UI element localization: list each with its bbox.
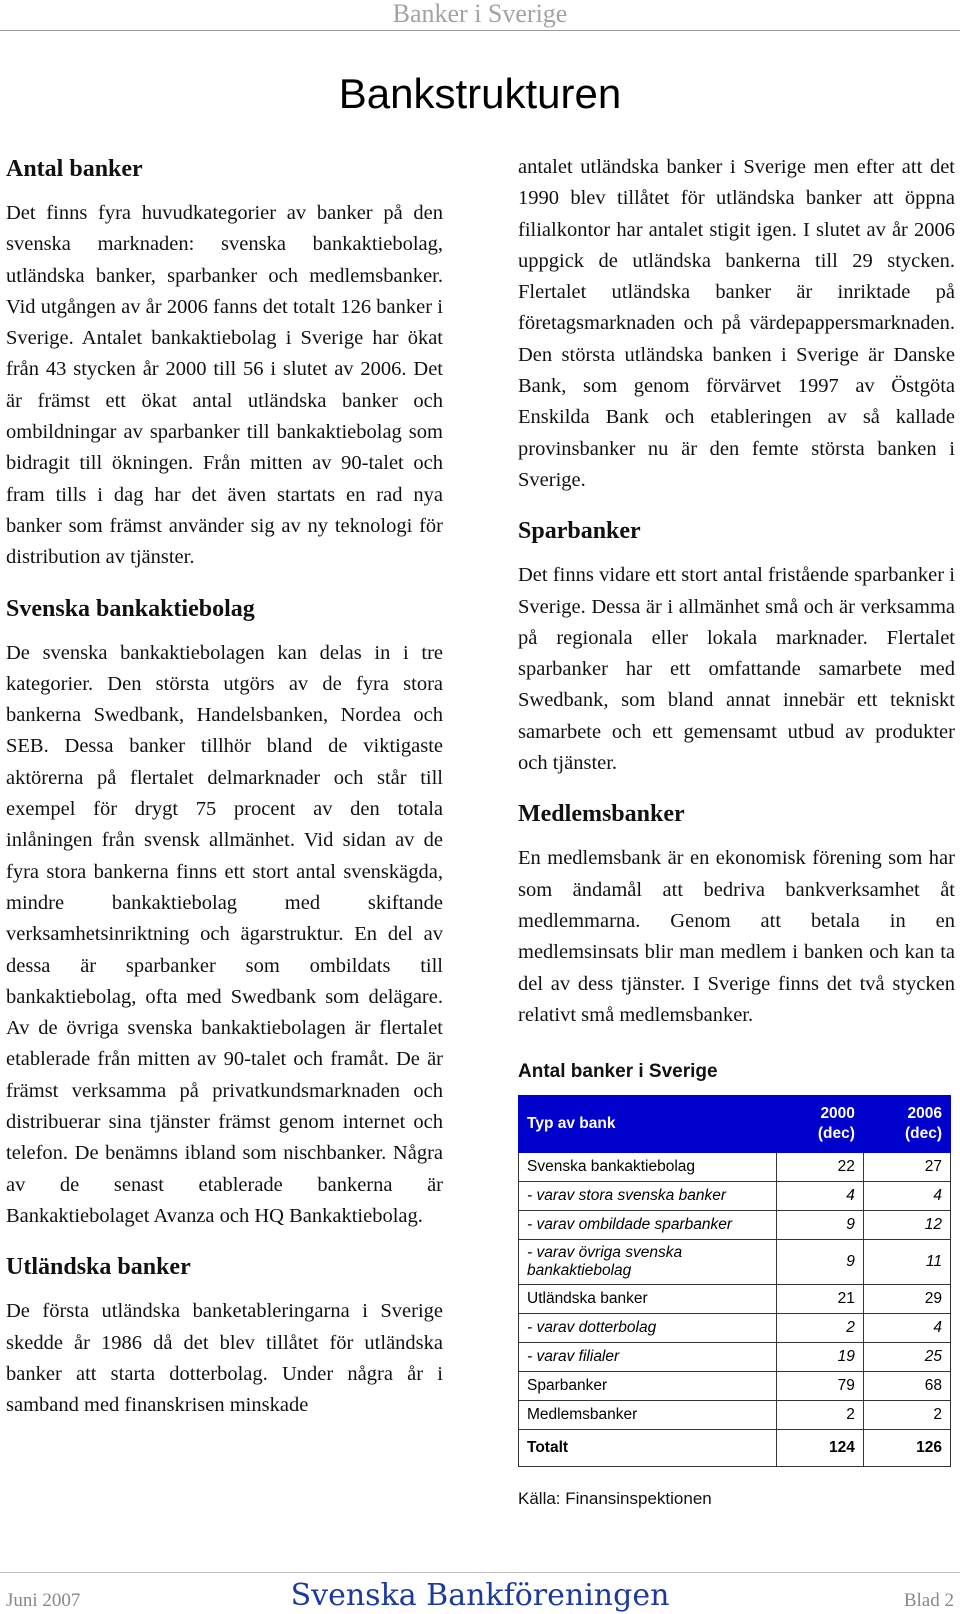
header-type: Typ av bank xyxy=(519,1096,777,1153)
continued-text-utlandska-banker: antalet utländska banker i Sverige men efter att det 1990 blev tillåtet för utländska banker att öppna filialkontor har antalet stigit igen. I slutet av år 2006 uppgick de utländska bankerna till 29 stycken. Flertalet utländska banker är inriktade på företagsmarknaden och på värdepappersmarknaden. Den största utländska banken i Sverige är Danske Bank, som genom förvärvet 1997 av Östgöta Enskilda Bank och etableringen av så kallade provinsbanker nu är den femte största banken i Sverige. xyxy=(518,156,955,491)
row-value-2006: 29 xyxy=(863,1285,950,1314)
section-heading-medlemsbanker: Medlemsbanker xyxy=(518,801,685,828)
row-label: - varav dotterbolag xyxy=(519,1314,777,1343)
row-value-2006: 68 xyxy=(863,1372,950,1401)
section-heading-svenska-bankaktiebolag: Svenska bankaktiebolag xyxy=(6,595,255,622)
table-row xyxy=(519,1285,951,1314)
footer-date: Juni 2007 xyxy=(6,1590,81,1611)
row-value-2000: 22 xyxy=(776,1153,863,1182)
row-label: Svenska bankaktiebolag xyxy=(519,1153,777,1182)
row-value-2006: 25 xyxy=(863,1343,950,1372)
row-label: Medlemsbanker xyxy=(519,1401,777,1430)
row-value-2000: 9 xyxy=(776,1240,863,1285)
table-source: Källa: Finansinspektionen xyxy=(518,1489,712,1509)
row-label: - varav ombildade sparbanker xyxy=(519,1211,777,1240)
table-row xyxy=(519,1343,951,1372)
row-value-2000: 124 xyxy=(776,1430,863,1467)
section-text-antal-banker: Det finns fyra huvudkategorier av banker på den svenska marknaden: svenska bankaktiebolag, utländska banker, sparbanker och medlemsbanker. Vid utgången av år 2006 fanns det totalt 126 banker i Sverige. Antalet bankaktiebolag i Sverige har ökat från 43 stycken år 2000 till 56 i slutet av 2006. Det är främst ett ökat antal utländska banker och ombildningar av sparbanker till bankaktiebolag som bidragit till ökningen. Från mitten av 90-talet och fram tills i dag har det även startats en rad nya banker som främst använder sig av ny teknologi för distribution av tjänster. xyxy=(6,202,443,569)
row-label: Sparbanker xyxy=(519,1372,777,1401)
footer xyxy=(6,1580,954,1614)
organization-logo: Svenska Bankföreningen xyxy=(290,1578,670,1613)
row-label: - varav stora svenska banker xyxy=(519,1182,777,1211)
section-heading-utlandska-banker: Utländska banker xyxy=(6,1254,191,1281)
table-row xyxy=(519,1153,951,1182)
table-row xyxy=(519,1401,951,1430)
header-2000: 2000 (dec) xyxy=(776,1096,863,1153)
row-value-2000: 2 xyxy=(776,1314,863,1343)
table-row xyxy=(519,1182,951,1211)
section-heading-antal-banker: Antal banker xyxy=(6,156,143,182)
section-heading-sparbanker: Sparbanker xyxy=(518,518,641,545)
table-title: Antal banker i Sverige xyxy=(518,1061,718,1083)
table-header-row xyxy=(519,1096,951,1153)
header-divider xyxy=(0,30,960,31)
row-label: - varav övriga svenska bankaktiebolag xyxy=(519,1240,777,1285)
row-value-2006: 11 xyxy=(863,1240,950,1285)
row-label: Utländska banker xyxy=(519,1285,777,1314)
row-value-2006: 2 xyxy=(863,1401,950,1430)
section-text-sparbanker: Det finns vidare ett stort antal fristående sparbanker i Sverige. Dessa är i allmänhet små och är verksamma på regionala eller lokala marknader. Flertalet sparbanker har ett omfattande samarbete med Swedbank, som bland annat innebär ett tekniskt samarbete och ett gemensamt utbud av produkter och tjänster. xyxy=(518,564,955,775)
running-header: Banker i Sverige xyxy=(392,0,568,28)
table-total-row xyxy=(519,1430,951,1467)
table-row xyxy=(519,1240,951,1285)
row-value-2000: 4 xyxy=(776,1182,863,1211)
row-value-2000: 21 xyxy=(776,1285,863,1314)
footer-divider xyxy=(0,1572,960,1573)
row-label: Totalt xyxy=(519,1430,777,1467)
right-column xyxy=(518,152,955,1509)
section-text-utlandska-banker: De första utländska banketableringarna i Sverige skedde år 1986 då det blev tillåtet för utländska banker att starta dotterbolag. Under några år i samband med finanskrisen minskade xyxy=(6,1300,443,1417)
section-text-svenska-bankaktiebolag: De svenska bankaktiebolagen kan delas in i tre kategorier. Den största utgörs av de fyra stora bankerna Swedbank, Handelsbanken, Nordea och SEB. Dessa banker tillhör bland de viktigaste aktörerna på flertalet delmarknader och står till exempel för drygt 75 procent av den totala inlåningen från svensk allmänhet. Vid sidan av de fyra stora bankerna finns ett stort antal svenskägda, mindre bankaktiebolag med skiftande verksamhetsinriktning och ägarstruktur. En del av dessa är sparbanker som ombildats till bankaktiebolag, ofta med Swedbank som delägare. Av de övriga svenska bankaktiebolagen är flertalet etablerade från mitten av 90-talet och framåt. De är främst verksamma på privatkundsmarknaden och distribuerar sina tjänster främst genom internet och telefon. De benämns ibland som nischbanker. Några av de senast etablerade bankerna är Bankaktiebolaget Avanza och HQ Bankaktiebolag. xyxy=(6,641,443,1227)
row-value-2000: 2 xyxy=(776,1401,863,1430)
row-value-2006: 4 xyxy=(863,1182,950,1211)
row-value-2006: 12 xyxy=(863,1211,950,1240)
footer-page-number: Blad 2 xyxy=(903,1590,954,1611)
row-value-2000: 9 xyxy=(776,1211,863,1240)
table-row xyxy=(519,1211,951,1240)
row-value-2006: 27 xyxy=(863,1153,950,1182)
left-column xyxy=(6,152,443,1439)
page-title: Bankstrukturen xyxy=(338,70,622,117)
row-value-2000: 79 xyxy=(776,1372,863,1401)
row-label: - varav filialer xyxy=(519,1343,777,1372)
section-text-medlemsbanker: En medlemsbank är en ekonomisk förening som har som ändamål att bedriva bankverksamhet åt medlemmarna. Genom att betala in en medlemsinsats blir man medlem i banken och kan ta del av dess tjänster. I Sverige finns det två stycken relativt små medlemsbanker. xyxy=(518,847,955,1026)
row-value-2000: 19 xyxy=(776,1343,863,1372)
table-row xyxy=(519,1372,951,1401)
row-value-2006: 4 xyxy=(863,1314,950,1343)
table-row xyxy=(519,1314,951,1343)
row-value-2006: 126 xyxy=(863,1430,950,1467)
header-2006: 2006 (dec) xyxy=(863,1096,950,1153)
bank-count-table xyxy=(518,1095,951,1467)
